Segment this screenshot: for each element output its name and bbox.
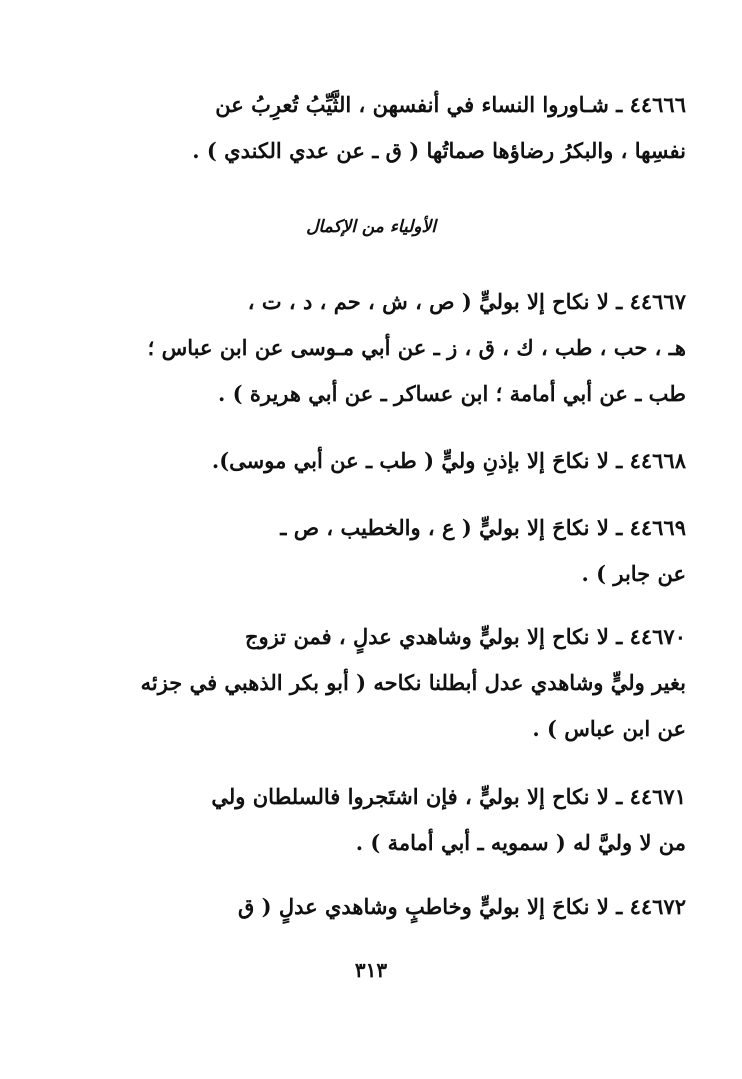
entry-line: بغير وليٍّ وشاهدي عدل أبطلنا نكاحه ( أبو بكر الذهبي في جزئه (140, 670, 686, 695)
entry-line: ٤٤٦٦٩ ـ لا نكاحَ إلا بوليٍّ ( ع ، والخطيب ، ص ـ (280, 515, 686, 540)
section-heading: الأولياء من الإكمال (306, 217, 436, 237)
entry-line: عن جابر ) . (581, 561, 686, 586)
entry-line: عن ابن عباس ) . (532, 716, 686, 741)
hadith-entry-44669 (78, 505, 686, 597)
entry-line: ٤٤٦٦٨ ـ لا نكاحَ إلا بإذنِ وليٍّ ( طب ـ عن أبي موسى). (211, 448, 686, 473)
hadith-entry-44667 (78, 279, 686, 417)
entry-line: ٤٤٦٧٢ ـ لا نكاحَ إلا بوليٍّ وخاطبٍ وشاهدي عدلٍ ( ق (237, 894, 686, 919)
entry-line: طب ـ عن أبي أمامة ؛ ابن عساكر ـ عن أبي هريرة ) . (218, 381, 686, 406)
entry-line: من لا وليَّ له ( سمويه ـ أبي أمامة ) . (355, 830, 686, 855)
hadith-entry-44671 (78, 774, 686, 866)
hadith-entry-44672 (78, 884, 686, 930)
entry-line: ٤٤٦٧٠ ـ لا نكاح إلا بوليٍّ وشاهدي عدلٍ ، فمن تزوج (245, 624, 686, 649)
entry-line: هـ ، حب ، طب ، ك ، ق ، ز ـ عن أبي مـوسى عن ابن عباس ؛ (147, 335, 686, 360)
page-number: ٣١٣ (354, 958, 388, 982)
entry-line: ٤٤٦٧١ ـ لا نكاح إلا بوليٍّ ، فإن اشتَجروا فالسلطان ولي (211, 784, 686, 809)
hadith-entry-44668 (78, 438, 686, 484)
entry-line: ٤٤٦٦٦ ـ شـاوروا النساء في أنفسهن ، الثَّيِّبُ تُعرِبُ عن (215, 92, 686, 117)
hadith-entry-44666 (78, 82, 686, 174)
entry-line: نفسِها ، والبكرُ رضاؤها صماتُها ( ق ـ عن عدي الكندي ) . (192, 138, 686, 163)
entry-line: ٤٤٦٦٧ ـ لا نكاح إلا بوليٍّ ( ص ، ش ، حم ، د ، ت ، (247, 289, 686, 314)
hadith-entry-44670 (78, 614, 686, 752)
